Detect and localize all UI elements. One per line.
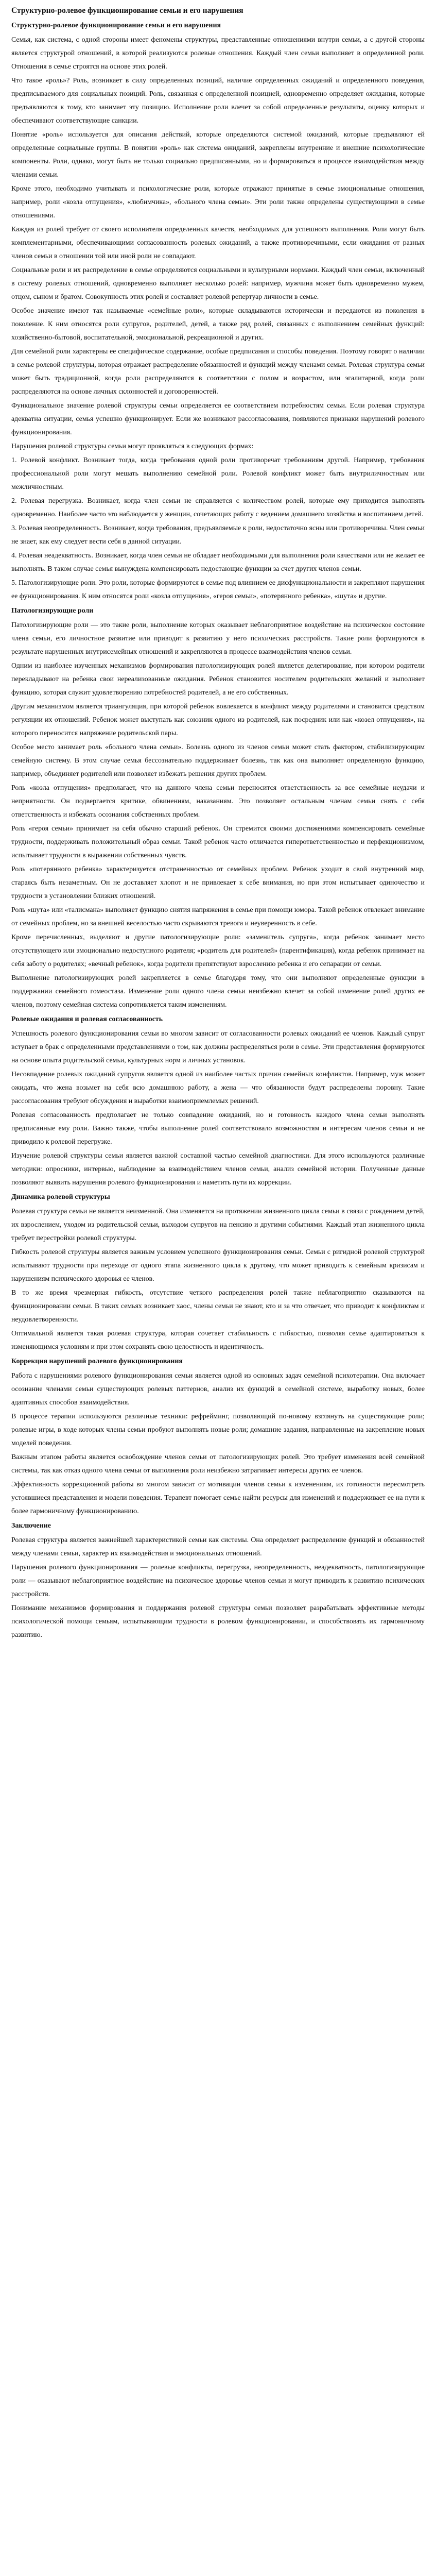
paragraph: Понятие «роль» используется для описания действий, которые определяются системой ожиданий, которые предъявляют ей определенные социальные группы. В понятии «роль» как система ожиданий, закреплены внутренние и внешние психологические компоненты. Роли, однако, могут быть не только социально предписанными, но и формироваться в процессе взаимодействия между членами семьи. [11, 131, 425, 179]
paragraph: Роль «шута» или «талисмана» выполняет функцию снятия напряжения в семье при помощи юмора. Такой ребенок отвлекает внимание от семейных проблем, но за внешней веселостью часто скрываются тревога и неуверенность в себе. [11, 906, 425, 927]
paragraph: Несовпадение ролевых ожиданий супругов является одной из наиболее частых причин семейных конфликтов. Например, муж может ожидать, что жена возьмет на себя всю домашнюю работу, а жена — что обязанности будут распределены поровну. Такие рассогласования требуют обсуждения и выработки взаимоприемлемых решений. [11, 1071, 425, 1105]
paragraph: Для семейной роли характерны ее специфическое содержание, особые предписания и способы поведения. Поэтому говорят о наличии в семье ролевой структуры, которая отражает распределение обязанностей и функций между членами семьи. Ролевая структура семьи может быть традиционной, когда роли распределяются в соответствии с полом и возрастом, или эгалитарной, когда роли распределяются на основе личных склонностей и договоренностей. [11, 348, 425, 396]
paragraph: Кроме этого, необходимо учитывать и психологические роли, которые отражают принятые в семье эмоциональные отношения, например, роли «козла отпущения», «любимчика», «больного члена семьи». Эти роли также определены существующими в семье отношениями. [11, 185, 425, 219]
paragraph: В то же время чрезмерная гибкость, отсутствие четкого распределения ролей также неблагоприятно сказываются на функционировании семьи. В таких семьях возникает хаос, члены семьи не знают, кто и за что отвечает, что приводит к конфликтам и неудовлетворенности. [11, 1289, 425, 1324]
paragraph: Роль «козла отпущения» предполагает, что на данного члена семьи переносится ответственность за все семейные неудачи и неприятности. Он подвергается критике, обвинениям, наказаниям. Это позволяет остальным членам семьи снять с себя ответственность и избежать осознания собственных проблем. [11, 784, 425, 819]
paragraph: Работа с нарушениями ролевого функционирования семьи является одной из основных задач семейной психотерапии. Она включает осознание членами семьи существующих ролевых паттернов, анализ их функций в семейной системе, выработку новых, более адаптивных способов взаимодействия. [11, 1372, 425, 1406]
section-heading: Коррекция нарушений ролевого функционирования [11, 1358, 183, 1365]
paragraph: 2. Ролевая перегрузка. Возникает, когда член семьи не справляется с количеством ролей, которые ему приходится выполнять одновременно. Наиболее часто это наблюдается у женщин, сочетающих работу с ведением домашнего хозяйства и воспитанием детей. [11, 497, 425, 518]
paragraph: Особое место занимает роль «больного члена семьи». Болезнь одного из членов семьи может стать фактором, стабилизирующим семейную систему. В этом случае семья бессознательно поддерживает болезнь, так как она выполняет определенную функцию, например, объединяет родителей или позволяет избежать решения других проблем. [11, 743, 425, 778]
paragraph: 3. Ролевая неопределенность. Возникает, когда требования, предъявляемые к роли, недостаточно ясны или противоречивы. Член семьи не знает, как ему следует вести себя в данной ситуации. [11, 524, 425, 546]
paragraph: Успешность ролевого функционирования семьи во многом зависит от согласованности ролевых ожиданий ее членов. Каждый супруг вступает в брак с определенными представлениями о том, как должны распределяться роли в семье. Эти представления формируются на основе опыта родительской семьи, культурных норм и личных установок. [11, 1030, 425, 1064]
paragraph: Другим механизмом является триангуляция, при которой ребенок вовлекается в конфликт между родителями и становится средством регуляции их отношений. Ребенок может выступать как союзник одного из родителей, как посредник или как «козел отпущения», на которого переносится напряжение родительской пары. [11, 703, 425, 737]
paragraph: Оптимальной является такая ролевая структура, которая сочетает стабильность с гибкостью, позволяя семье адаптироваться к изменяющимся условиям и при этом сохранять свою целостность и идентичность. [11, 1330, 425, 1351]
paragraph: Патологизирующие роли — это такие роли, выполнение которых оказывает неблагоприятное воздействие на психическое состояние члена семьи, его личностное развитие или приводит к развитию у него психических расстройств. Такие роли формируются в результате нарушенных внутрисемейных отношений и закрепляются в процессе взаимодействия членов семьи. [11, 621, 425, 656]
section-heading: Структурно-ролевое функционирование семьи и его нарушения [11, 22, 221, 29]
section-heading: Заключение [11, 1522, 51, 1530]
paragraph: Роль «героя семьи» принимает на себя обычно старший ребенок. Он стремится своими достижениями компенсировать семейные трудности, поддерживать положительный образ семьи. Такой ребенок часто отличается гиперответственностью и перфекционизмом, испытывает трудности в выражении собственных чувств. [11, 825, 425, 859]
section-heading: Ролевые ожидания и ролевая согласованность [11, 1015, 163, 1023]
paragraph: Одним из наиболее изученных механизмов формирования патологизирующих ролей является делегирование, при котором родители перекладывают на ребенка свои нереализованные ожидания. Ребенок становится носителем родительских желаний и выполняет функцию, которая служит удовлетворению потребностей родителей, а не его собственных. [11, 662, 425, 697]
paragraph: Гибкость ролевой структуры является важным условием успешного функционирования семьи. Семьи с ригидной ролевой структурой испытывают трудности при переходе от одного этапа жизненного цикла к другому, что может приводить к семейным кризисам и нарушениям психического здоровья ее членов. [11, 1248, 425, 1283]
paragraph: Эффективность коррекционной работы во многом зависит от мотивации членов семьи к изменениям, их готовности пересмотреть устоявшиеся представления и модели поведения. Терапевт помогает семье найти ресурсы для изменений и поддерживает ее на пути к более гармоничному функционированию. [11, 1481, 425, 1515]
document-body [11, 19, 425, 1642]
section-heading: Динамика ролевой структуры [11, 1193, 110, 1201]
paragraph: Ролевая согласованность предполагает не только совпадение ожиданий, но и готовность каждого члена семьи выполнять предписанные ему роли. Важно также, чтобы выполнение ролей соответствовало возможностям и интересам членов семьи и не приводило к ролевой перегрузке. [11, 1111, 425, 1146]
paragraph: 1. Ролевой конфликт. Возникает тогда, когда требования одной роли противоречат требованиям другой. Например, требования профессиональной роли могут мешать выполнению семейной роли. Ролевой конфликт может быть внутриличностным или межличностным. [11, 456, 425, 491]
paragraph: Важным этапом работы является освобождение членов семьи от патологизирующих ролей. Это требует изменения всей семейной системы, так как отказ одного члена семьи от выполнения роли неизбежно затрагивает интересы других ее членов. [11, 1453, 425, 1475]
section-heading: Патологизирующие роли [11, 607, 94, 615]
paragraph: Особое значение имеют так называемые «семейные роли», которые складываются исторически и передаются из поколения в поколение. К ним относятся роли супругов, родителей, детей, а также ряд ролей, связанных с выполнением семейных функций: хозяйственно-бытовой, воспитательной, эмоциональной, рекреационной и других. [11, 307, 425, 342]
paragraph: Нарушения ролевой структуры семьи могут проявляться в следующих формах: [11, 443, 254, 450]
paragraph: Выполнение патологизирующих ролей закрепляется в семье благодаря тому, что они выполняют определенные функции в поддержании семейного гомеостаза. Изменение роли одного члена семьи неизбежно влечет за собой изменение ролей других ее членов, поэтому семейная система сопротивляется таким изменениям. [11, 974, 425, 1009]
paragraph: 4. Ролевая неадекватность. Возникает, когда член семьи не обладает необходимыми для выполнения роли качествами или не желает ее выполнять. В таком случае семья вынуждена компенсировать недостающие функции за счет других членов семьи. [11, 552, 425, 573]
paragraph: Семья, как система, с одной стороны имеет феномены структуры, представленные отношениями внутри семьи, а с другой стороны является структурой отношений, в которой реализуются ролевые отношения. Каждый член семьи выполняет в определенной роли. Отношения в семье строятся на основе этих ролей. [11, 36, 425, 71]
paragraph: Понимание механизмов формирования и поддержания ролевой структуры семьи позволяет разрабатывать эффективные методы психологической помощи семьям, испытывающим трудности в ролевом функционировании, и способствовать их гармоничному развитию. [11, 1604, 425, 1639]
paragraph: Ролевая структура семьи не является неизменной. Она изменяется на протяжении жизненного цикла семьи в связи с рождением детей, их взрослением, уходом из родительской семьи, выходом супругов на пенсию и другими событиями. Каждый этап жизненного цикла требует перестройки ролевой структуры. [11, 1208, 425, 1242]
paragraph: Функциональное значение ролевой структуры семьи определяется ее соответствием потребностям семьи. Если ролевая структура адекватна ситуации, семья успешно функционирует. Если же возникают рассогласования, появляются признаки нарушений ролевого функционирования. [11, 402, 425, 436]
paragraph: Роль «потерянного ребенка» характеризуется отстраненностью от семейных проблем. Ребенок уходит в свой внутренний мир, стараясь быть незаметным. Он не доставляет хлопот и не привлекает к себе внимания, но при этом испытывает одиночество и трудности в установлении близких отношений. [11, 866, 425, 900]
paragraph: Каждая из ролей требует от своего исполнителя определенных качеств, необходимых для успешного выполнения. Роли могут быть комплементарными, обеспечивающими согласованность ролевых ожиданий, а также противоречивыми, если ожидания от разных членов семьи в отношении той или иной роли не совпадают. [11, 226, 425, 260]
paragraph: Кроме перечисленных, выделяют и другие патологизирующие роли: «заменитель супруга», когда ребенок занимает место отсутствующего или эмоционально недоступного родителя; «родитель для родителей» (парентификация), когда ребенок принимает на себя заботу о родителях; «вечный ребенок», когда родители препятствуют взрослению ребенка и его сепарации от семьи. [11, 934, 425, 968]
document-title: Структурно-ролевое функционирование семьи и его нарушения [11, 6, 243, 15]
paragraph: Что такое «роль»? Роль, возникает в силу определенных позиций, наличие определенных ожиданий и определенного поведения, предписываемого для социальных позиций. Роль, связанная с определенной позицией, одновременно определяет ожидания, которые предъявляются к тому, кто занимает эту позицию. Исполнение роли влечет за собой определенные результаты, оценку которых и обеспечивают соответствующие санкции. [11, 77, 425, 125]
paragraph: В процессе терапии используются различные техники: рефрейминг, позволяющий по-новому взглянуть на существующие роли; ролевые игры, в ходе которых члены семьи пробуют выполнять новые роли; домашние задания, направленные на закрепление новых моделей поведения. [11, 1413, 425, 1447]
paragraph: Социальные роли и их распределение в семье определяются социальными и культурными нормами. Каждый член семьи, включенный в систему ролевых отношений, одновременно выполняет несколько ролей: например, мужчина может быть одновременно мужем, отцом, сыном и братом. Совокупность этих ролей и составляет ролевой репертуар личности в семье. [11, 266, 425, 301]
paragraph: Нарушения ролевого функционирования — ролевые конфликты, перегрузка, неопределенность, неадекватность, патологизирующие роли — оказывают неблагоприятное воздействие на психическое здоровье членов семьи и могут приводить к развитию психических расстройств. [11, 1564, 425, 1598]
paragraph: Изучение ролевой структуры семьи является важной составной частью семейной диагностики. Для этого используются различные методики: опросники, интервью, наблюдение за взаимодействием членов семьи, анализ семейной истории. Полученные данные позволяют выявить нарушения ролевого функционирования и наметить пути их коррекции. [11, 1152, 425, 1187]
paragraph: 5. Патологизирующие роли. Это роли, которые формируются в семье под влиянием ее дисфункциональности и закрепляют нарушения ее функционирования. К ним относятся роли «козла отпущения», «героя семьи», «потерянного ребенка», «шута» и другие. [11, 579, 425, 600]
paragraph: Ролевая структура является важнейшей характеристикой семьи как системы. Она определяет распределение функций и обязанностей между членами семьи, характер их взаимодействия и эмоциональных отношений. [11, 1536, 425, 1557]
